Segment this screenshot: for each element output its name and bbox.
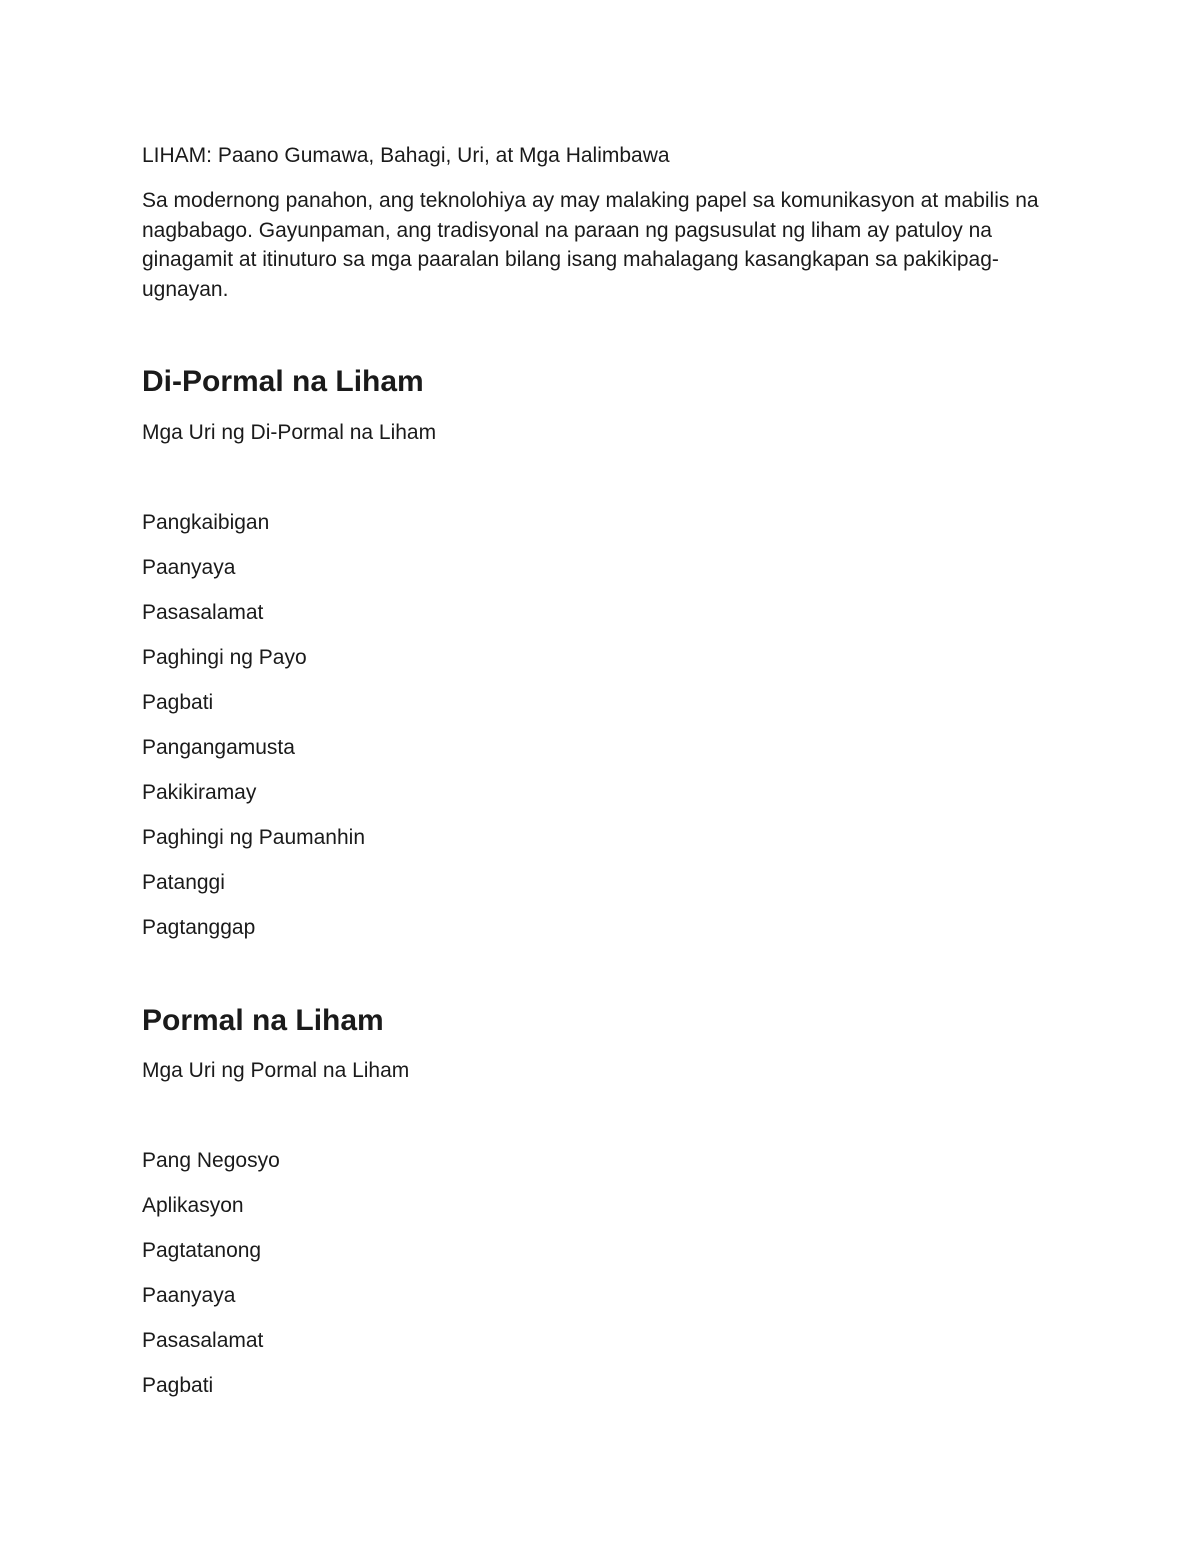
list-item: Paanyaya <box>142 556 236 579</box>
list-item: Pagtatanong <box>142 1239 262 1262</box>
list-item: Paghingi ng Paumanhin <box>142 826 366 849</box>
list-item: Pangangamusta <box>142 736 295 759</box>
intro-paragraph: Sa modernong panahon, ang teknolohiya ay may malaking papel sa komunikasyon at mabilis na nagbabago. Gayunpaman, ang tradisyonal na paraan ng pagsusulat ng liham ay patuloy na ginagamit at itinuturo sa mga paaralan bilang isang mahalagang kasangkapan sa pakikipag-ugnayan. <box>142 189 1039 301</box>
list-item: Pang Negosyo <box>142 1149 280 1172</box>
informal-letter-heading: Di-Pormal na Liham <box>142 365 424 398</box>
list-item: Pagtanggap <box>142 916 256 939</box>
informal-letter-types-list <box>142 509 365 959</box>
list-item: Pasasalamat <box>142 1329 264 1352</box>
list-item: Pagbati <box>142 691 214 714</box>
list-item: Pangkaibigan <box>142 511 270 534</box>
formal-letter-heading: Pormal na Liham <box>142 1004 384 1037</box>
list-item: Paanyaya <box>142 1284 236 1307</box>
document-title: LIHAM: Paano Gumawa, Bahagi, Uri, at Mga Halimbawa <box>142 144 670 167</box>
list-item: Aplikasyon <box>142 1194 244 1217</box>
list-item: Pakikiramay <box>142 781 257 804</box>
formal-letter-types-subheading: Mga Uri ng Pormal na Liham <box>142 1059 410 1082</box>
list-item: Pasasalamat <box>142 601 264 624</box>
list-item: Pagbati <box>142 1374 214 1397</box>
informal-letter-types-subheading: Mga Uri ng Di-Pormal na Liham <box>142 421 437 444</box>
list-item: Paghingi ng Payo <box>142 646 307 669</box>
list-item: Patanggi <box>142 871 225 894</box>
formal-letter-types-list <box>142 1147 280 1417</box>
